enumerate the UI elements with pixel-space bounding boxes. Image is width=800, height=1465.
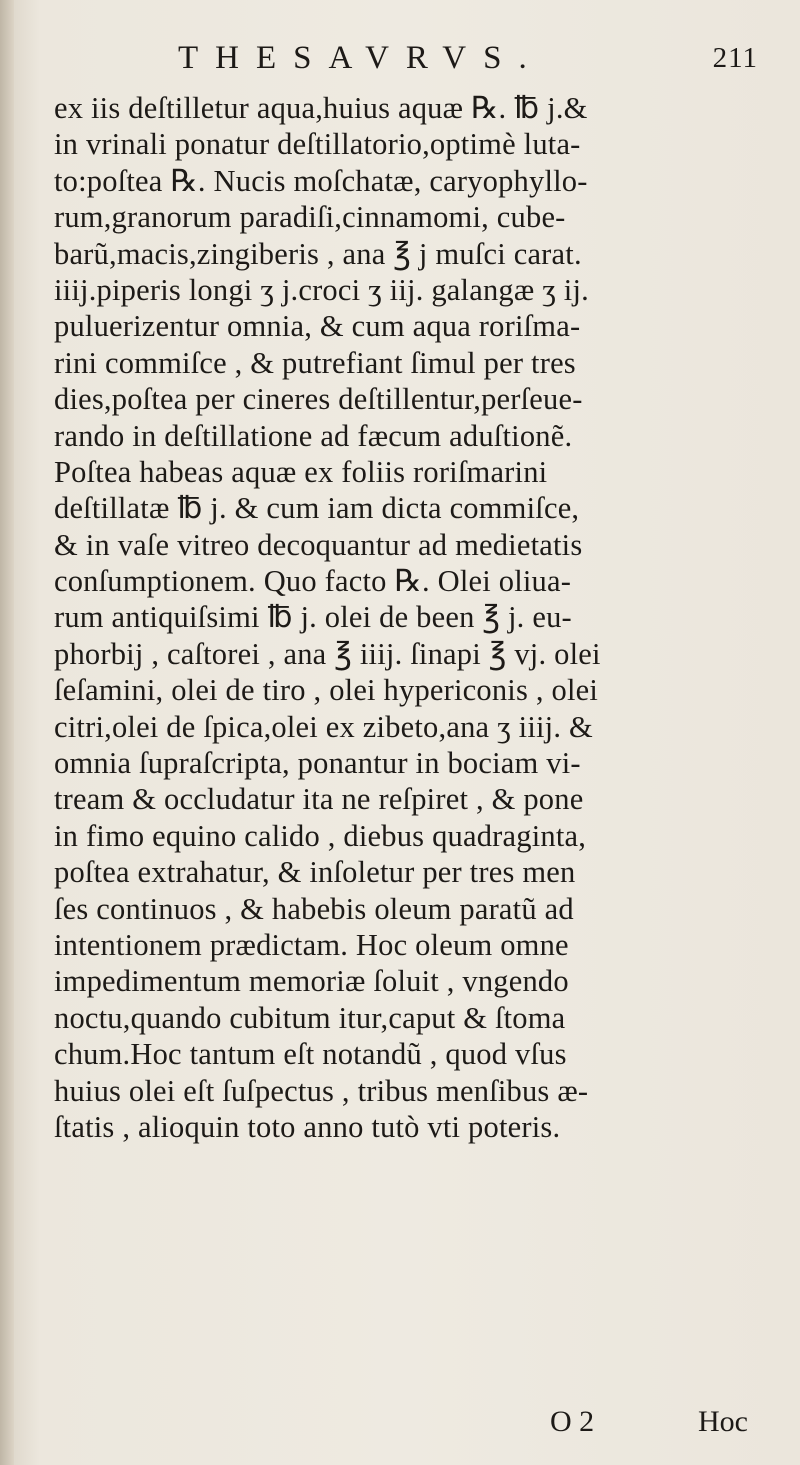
text-line: poſtea extrahatur, & inſoletur per tres men [54, 855, 576, 890]
text-line: citri,olei de ſpica,olei ex zibeto,ana ʒ iiij. & [54, 709, 593, 744]
text-line: noctu,quando cubitum itur,caput & ſtoma [54, 1000, 566, 1035]
body-text [54, 90, 754, 1145]
text-line: deſtillatæ ℔ j. & cum iam dicta commiſce, [54, 491, 580, 526]
text-line: iiij.piperis longi ʒ j.croci ʒ iij. galangæ ʒ ij. [54, 272, 589, 307]
running-title: THESAVRVS. [178, 40, 544, 76]
text-line: omnia ſupraſcripta, ponantur in bociam vi- [54, 746, 581, 781]
text-line: chum.Hoc tantum eſt notandũ , quod vſus [54, 1037, 567, 1072]
text-line: rando in deſtillatione ad fæcum aduſtionẽ. [54, 418, 573, 453]
text-line: rini commiſce , & putrefiant ſimul per tres [54, 345, 576, 380]
text-line: rum,granorum paradiſi,cinnamomi, cube- [54, 200, 566, 235]
text-line: huius olei eſt ſuſpectus , tribus menſibus æ- [54, 1073, 589, 1108]
text-line: ſtatis , alioquin toto anno tutò vti poteris. [54, 1109, 561, 1144]
signature-mark: O 2 [550, 1405, 595, 1438]
text-line: tream & occludatur ita ne reſpiret , & pone [54, 782, 584, 817]
page-number: 211 [712, 42, 758, 74]
text-line: impedimentum memoriæ ſoluit , vngendo [54, 964, 569, 999]
text-line: rum antiquiſsimi ℔ j. olei de been ℥ j. eu- [54, 600, 572, 635]
text-line: puluerizentur omnia, & cum aqua roriſma- [54, 309, 581, 344]
text-line: ſeſamini, olei de tiro , olei hypericonis , olei [54, 673, 599, 708]
page-gutter-shadow [0, 0, 14, 1465]
text-line: in vrinali ponatur deſtillatorio,optimè luta- [54, 127, 581, 162]
text-line: ſes continuos , & habebis oleum paratũ ad [54, 891, 574, 926]
page-header [178, 40, 758, 80]
text-line: dies,poſtea per cineres deſtillentur,perſeue- [54, 382, 583, 417]
text-line: phorbij , caſtorei , ana ℥ iiij. ſinapi ℥ vj. olei [54, 636, 601, 671]
text-line: in fimo equino calido , diebus quadraginta, [54, 818, 587, 853]
text-line: to:poſtea ℞. Nucis moſchatæ, caryophyllo- [54, 163, 588, 198]
text-line: intentionem prædictam. Hoc oleum omne [54, 927, 569, 962]
catchword: Hoc [698, 1405, 748, 1438]
text-line: barũ,macis,zingiberis , ana ℥ j muſci carat. [54, 236, 582, 271]
text-line: Poſtea habeas aquæ ex foliis roriſmarini [54, 454, 548, 489]
text-line: & in vaſe vitreo decoquantur ad medietatis [54, 527, 583, 562]
text-line: ex iis deſtilletur aqua,huius aquæ ℞. ℔ j.& [54, 91, 588, 125]
text-line: conſumptionem. Quo facto ℞. Olei oliua- [54, 564, 572, 599]
